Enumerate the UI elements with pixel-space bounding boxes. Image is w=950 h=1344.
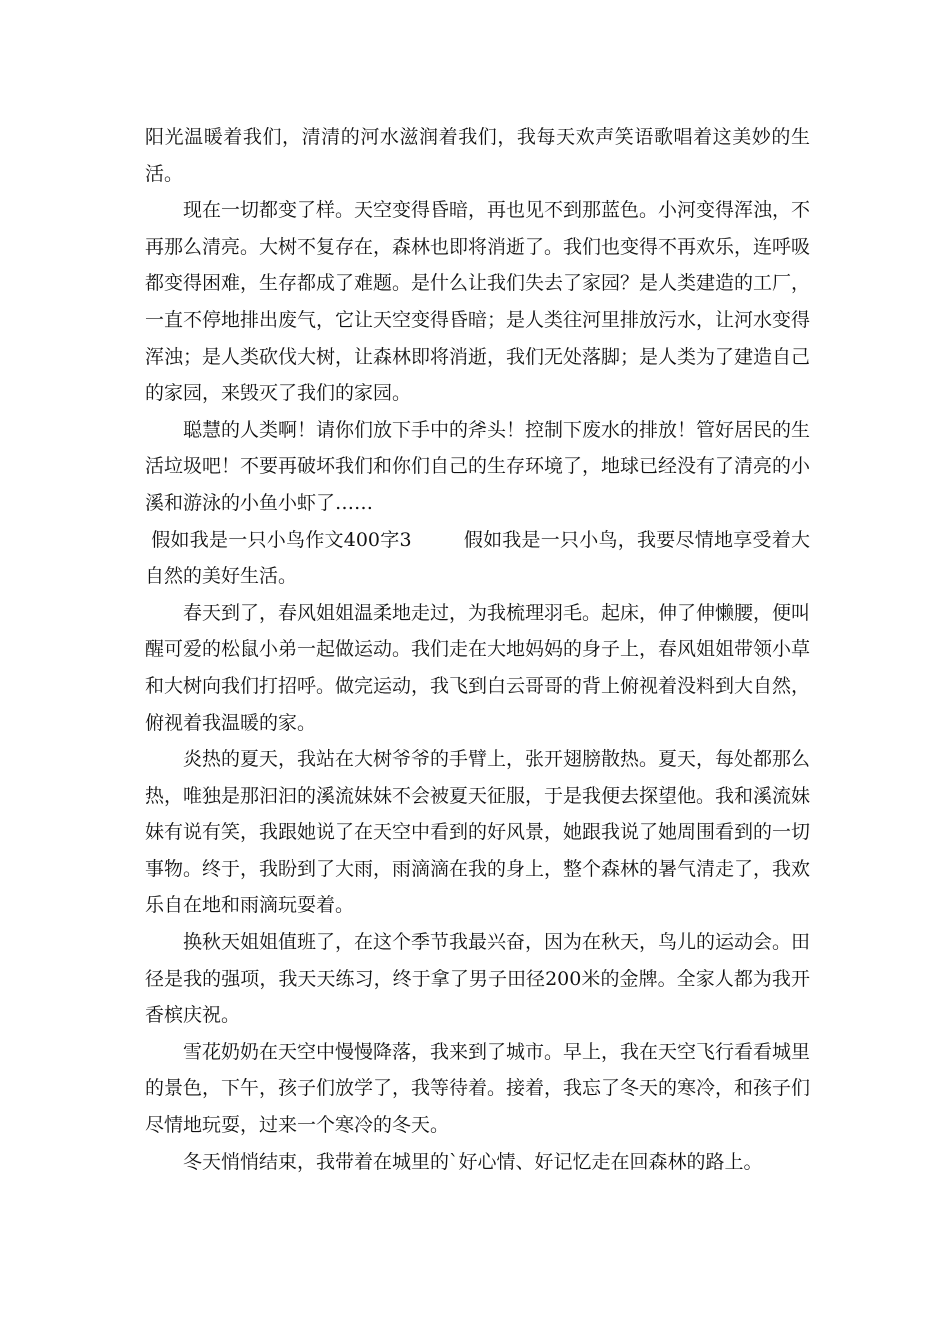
paragraph: 阳光温暖着我们，清清的河水滋润着我们，我每天欢声笑语歌唱着这美妙的生活。 — [145, 126, 810, 185]
paragraph: 聪慧的人类啊！请你们放下手中的斧头！控制下废水的排放！管好居民的生活垃圾吧！不要再破坏我们和你们自己的生存环境了，地球已经没有了清亮的小溪和游泳的小鱼小虾了…… — [145, 418, 811, 514]
paragraph: 炎热的夏天，我站在大树爷爷的手臂上，张开翅膀散热。夏天，每处都那么热，唯独是那汩汩的溪流妹妹不会被夏天征服，于是我便去探望他。我和溪流妹妹有说有笑，我跟她说了在天空中看到的好风景，她跟我说了她周围看到的一切事物。终于，我盼到了大雨，雨滴滴在我的身上，整个森林的暑气清走了，我欢乐自在地和雨滴玩耍着。 — [145, 748, 811, 917]
article-body — [145, 119, 810, 1180]
paragraph: 现在一切都变了样。天空变得昏暗，再也见不到那蓝色。小河变得浑浊，不再那么清亮。大树不复存在，森林也即将消逝了。我们也变得不再欢乐，连呼吸都变得困难，生存都成了难题。是什么让我们失去了家园？是人类建造的工厂，一直不停地排出废气，它让天空变得昏暗；是人类往河里排放污水，让河水变得浑浊；是人类砍伐大树，让森林即将消逝，我们无处落脚；是人类为了建造自己的家园，来毁灭了我们的家园。 — [145, 199, 811, 405]
paragraph: 换秋天姐姐值班了，在这个季节我最兴奋，因为在秋天，鸟儿的运动会。田径是我的强项，我天天练习，终于拿了男子田径200米的金牌。全家人都为我开香槟庆祝。 — [145, 931, 811, 1027]
section-heading-paragraph — [145, 522, 810, 595]
paragraph: 雪花奶奶在天空中慢慢降落，我来到了城市。早上，我在天空飞行看看城里的景色，下午，孩子们放学了，我等待着。接着，我忘了冬天的寒冷，和孩子们尽情地玩耍，过来一个寒冷的冬天。 — [145, 1040, 811, 1137]
section-title: 假如我是一只小鸟作文400字3 — [145, 528, 412, 551]
paragraph: 冬天悄悄结束，我带着在城里的`好心情、好记忆走在回森林的路上。 — [183, 1150, 763, 1173]
paragraph: 春天到了，春风姐姐温柔地走过，为我梳理羽毛。起床，伸了伸懒腰，便叫醒可爱的松鼠小弟一起做运动。我们走在大地妈妈的身子上，春风姐姐带领小草和大树向我们打招呼。做完运动，我飞到白云哥哥的背上俯视着没料到大自然，俯视着我温暖的家。 — [145, 601, 811, 734]
section-intro: 假如我是一只小鸟，我要尽情地享受着大自然的美好生活。 — [145, 528, 810, 588]
